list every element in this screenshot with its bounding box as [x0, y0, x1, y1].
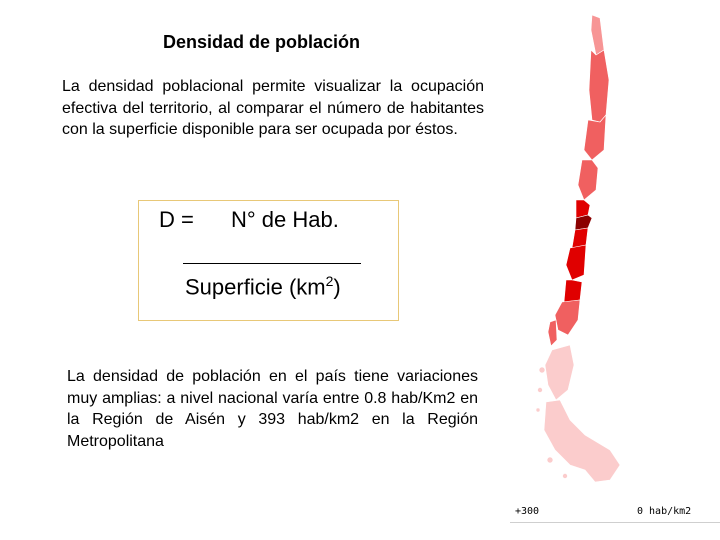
region-araucania: [564, 280, 582, 302]
intro-paragraph: La densidad poblacional permite visualizar la ocupación efectiva del territorio, al comparar el número de habitantes con la superficie disponible para ser ocupada por éstos.: [62, 78, 484, 138]
chile-density-map: [500, 10, 710, 500]
island-fragment: [538, 388, 543, 393]
legend-divider: [510, 522, 720, 523]
formula-lhs: D =: [159, 207, 194, 232]
region-atacama: [584, 115, 606, 160]
legend-low-label: 0 hab/km2: [637, 506, 692, 517]
region-biobio: [566, 245, 586, 280]
formula-numerator: N° de Hab.: [231, 207, 339, 232]
denominator-exponent: 2: [325, 273, 334, 289]
region-magallanes: [544, 400, 620, 482]
island-fragment: [536, 408, 540, 412]
denominator-prefix: Superficie (km: [185, 274, 326, 300]
denominator-suffix: ): [333, 274, 341, 300]
region-north-tip: [591, 15, 604, 55]
page-title: Densidad de población: [163, 32, 361, 52]
region-antofagasta: [589, 50, 609, 122]
region-coquimbo: [578, 160, 598, 200]
detail-paragraph: La densidad de población en el país tiene variaciones muy amplias: a nivel nacional varía entre 0.8 hab/Km2 en la Región de Aisén y 393 hab/km2 en la Región Metropolitana: [67, 368, 478, 450]
fraction-bar: [183, 263, 361, 264]
formula-denominator: [185, 273, 341, 300]
island-chiloe: [548, 320, 557, 346]
island-fragment: [539, 367, 545, 373]
legend-high-label: +300: [515, 506, 540, 517]
region-aisen: [545, 345, 574, 400]
island-fragment: [547, 457, 553, 463]
region-los-lagos: [555, 300, 580, 335]
island-fragment: [563, 474, 568, 479]
density-formula: [138, 200, 399, 321]
